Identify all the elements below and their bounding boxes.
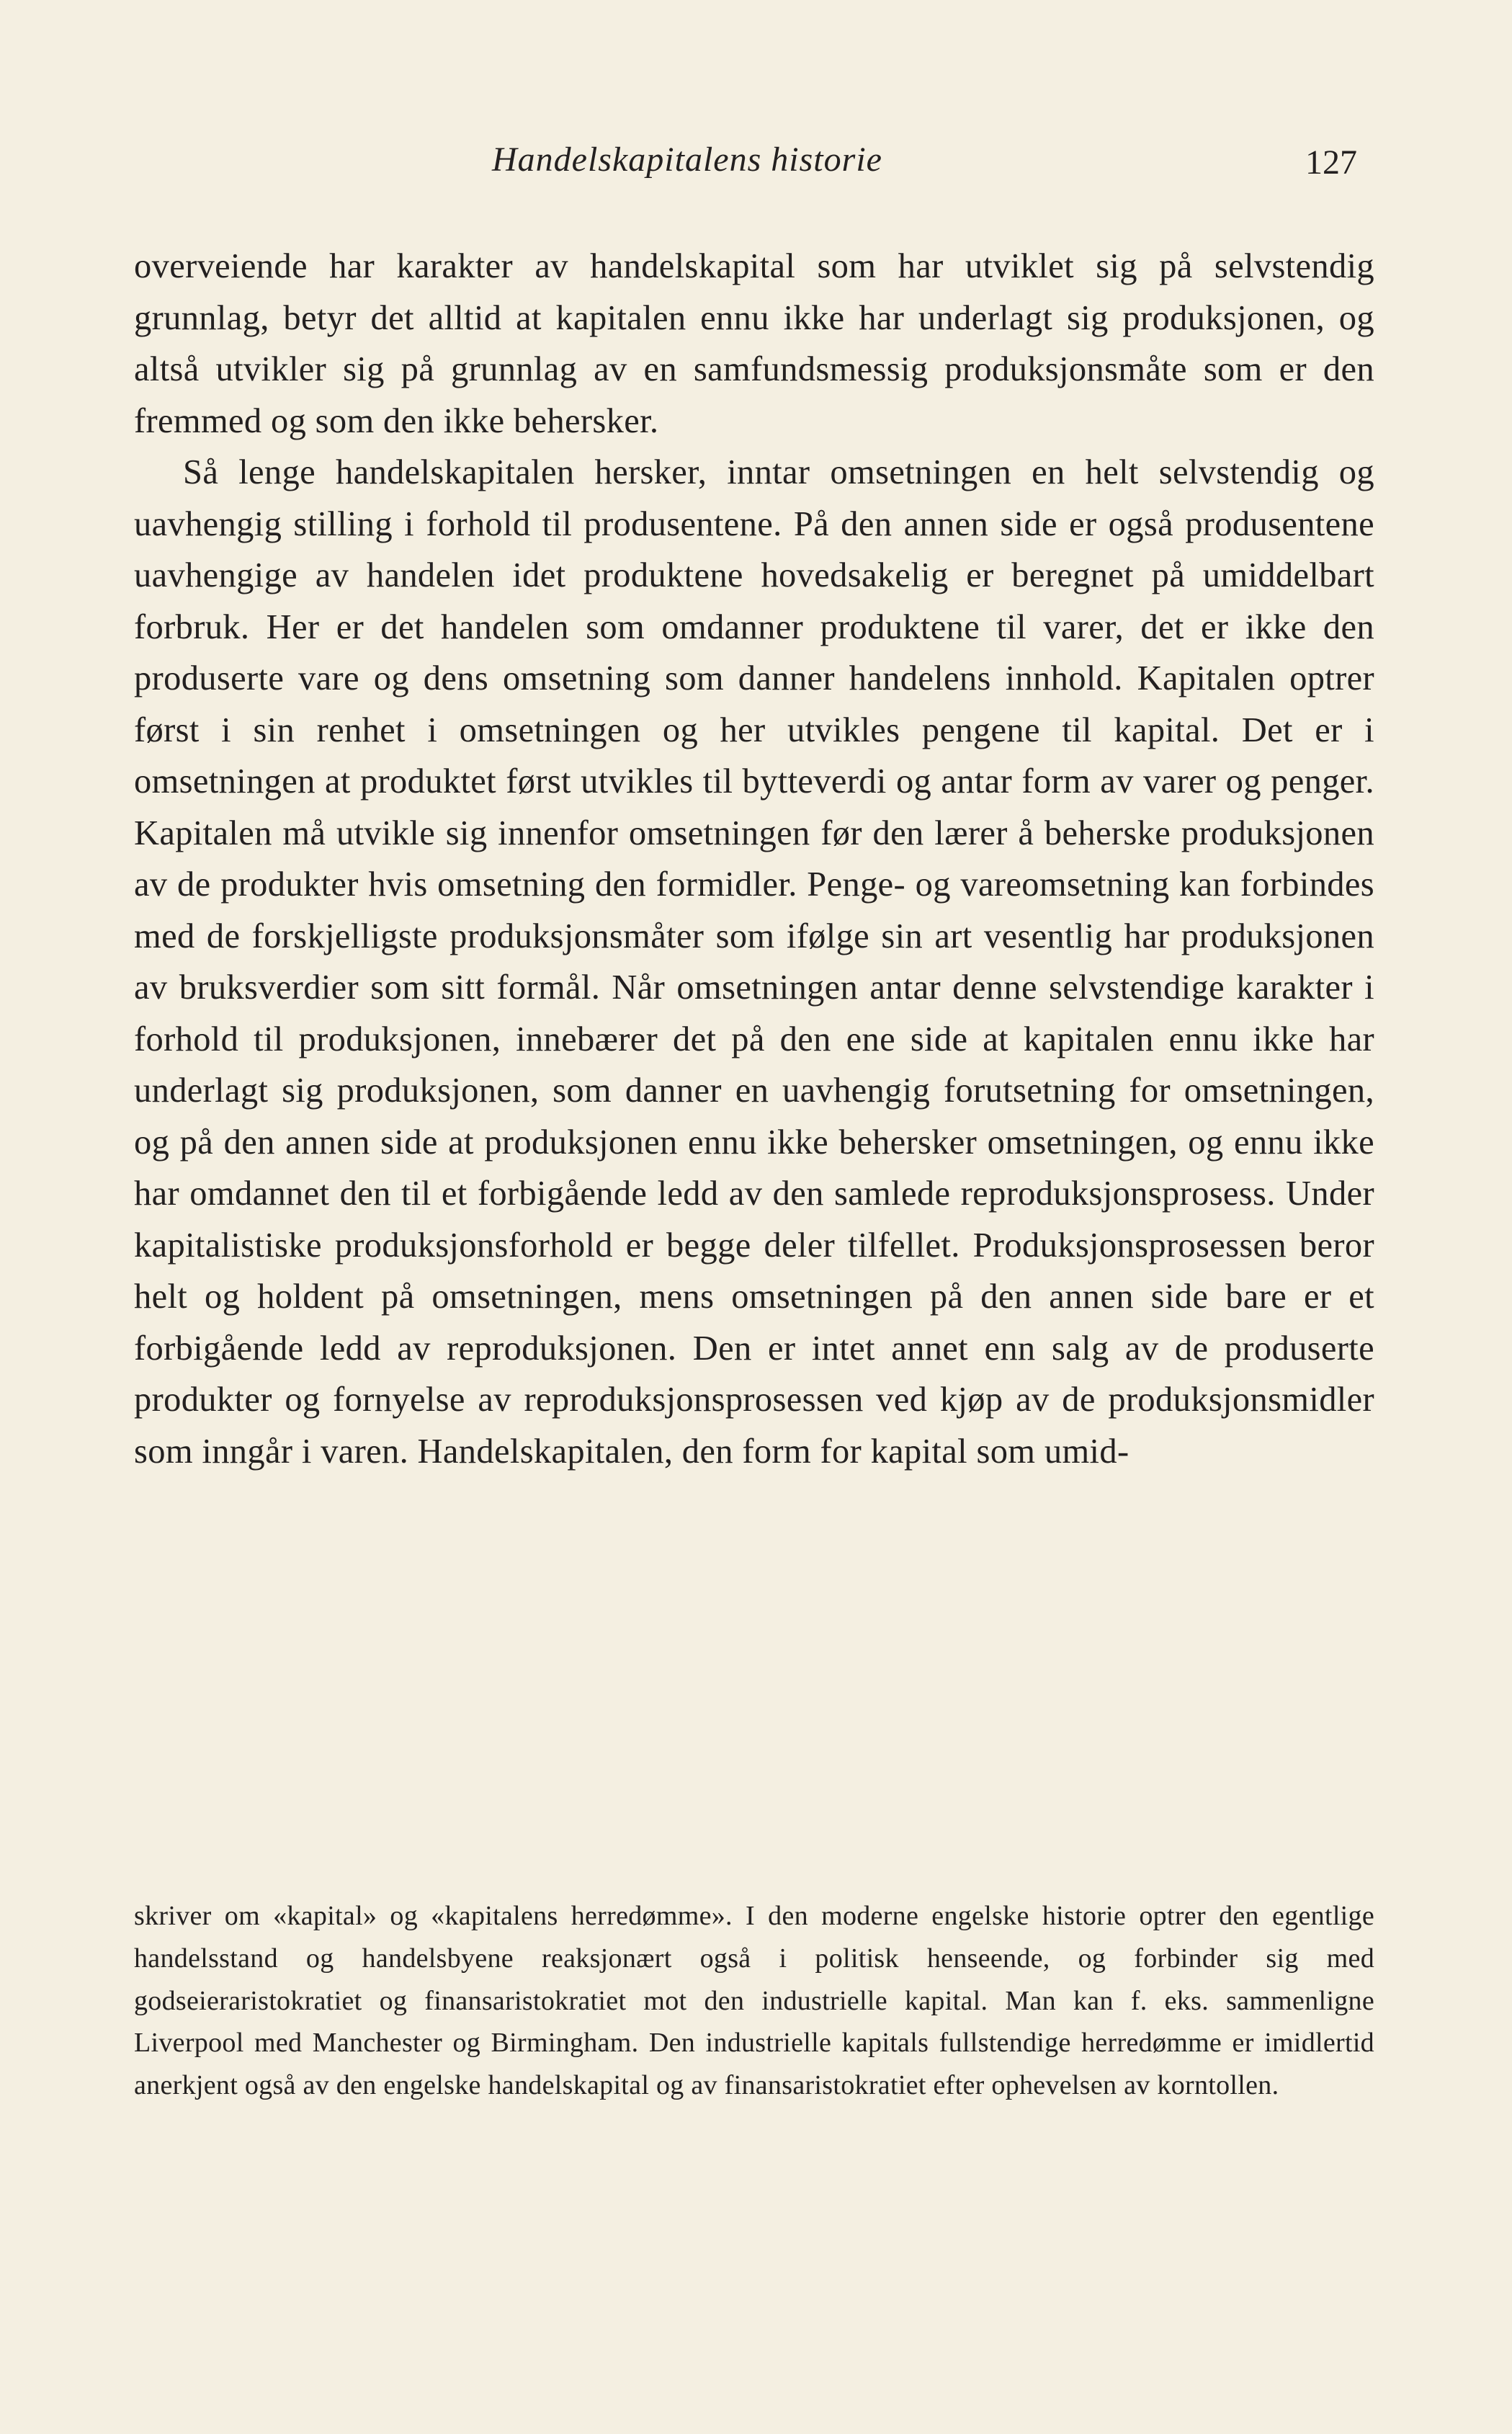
body-text (134, 241, 1374, 1477)
footnote-text: skriver om «kapital» og «kapitalens herredømme». I den moderne engelske historie optrer den egentlige handelsstand og handelsbyene reaksjonært også i politisk henseende, og forbinder sig med godseieraristokratiet og finansaristokratiet mot den industrielle kapital. Man kan f. eks. sammenligne Liverpool med Manchester og Birmingham. Den industrielle kapitals fullstendige herredømme er imidlertid anerkjent også av den engelske handelskapital og av finansaristokratiet efter ophevelsen av korntollen. (134, 1901, 1374, 2101)
footnote (134, 1895, 1374, 2107)
running-head-title: Handelskapitalens historie (492, 141, 882, 179)
page-number: 127 (1305, 143, 1357, 182)
body-paragraph: overveiende har karakter av handelskapital som har utviklet sig på selvstendig grunnlag, betyr det alltid at kapitalen ennu ikke har underlagt sig produksjonen, og altså utvikler sig på grunnlag av en samfundsmessig produksjonsmåte som er den fremmed og som den ikke behersker. (134, 247, 1374, 440)
running-head (0, 0, 1512, 182)
body-paragraph: Så lenge handelskapitalen hersker, inntar omsetningen en helt selvstendig og uavhengig stilling i forhold til produsentene. På den annen side er også produsentene uavhengige av handelen idet produktene hovedsakelig er beregnet på umiddelbart forbruk. Her er det handelen som omdanner produktene til varer, det er ikke den produserte vare og dens omsetning som danner handelens innhold. Kapitalen optrer først i sin renhet i omsetningen og her utvikles pengene til kapital. Det er i omsetningen at produktet først utvikles til bytteverdi og antar form av varer og penger. Kapitalen må utvikle sig innenfor omsetningen før den lærer å beherske produksjonen av de produkter hvis omsetning den formidler. Penge- og vareomsetning kan forbindes med de forskjelligste produksjonsmåter som ifølge sin art vesentlig har produksjonen av bruksverdier som sitt formål. Når omsetningen antar denne selvstendige karakter i forhold til produksjonen, innebærer det på den ene side at kapitalen ennu ikke har underlagt sig produksjonen, som danner en uavhengig forutsetning for omsetningen, og på den annen side at produksjonen ennu ikke behersker omsetningen, og ennu ikke har omdannet den til et forbigående ledd av den samlede reproduksjonsprosess. Under kapitalistiske produksjonsforhold er begge deler tilfellet. Produksjonsprosessen beror helt og holdent på omsetningen, mens omsetningen på den annen side bare er et forbigående ledd av reproduksjonen. Den er intet annet enn salg av de produserte produkter og fornyelse av reproduksjonsprosessen ved kjøp av de produksjonsmidler som inngår i varen. Handelskapitalen, den form for kapital som umid- (134, 453, 1374, 1471)
